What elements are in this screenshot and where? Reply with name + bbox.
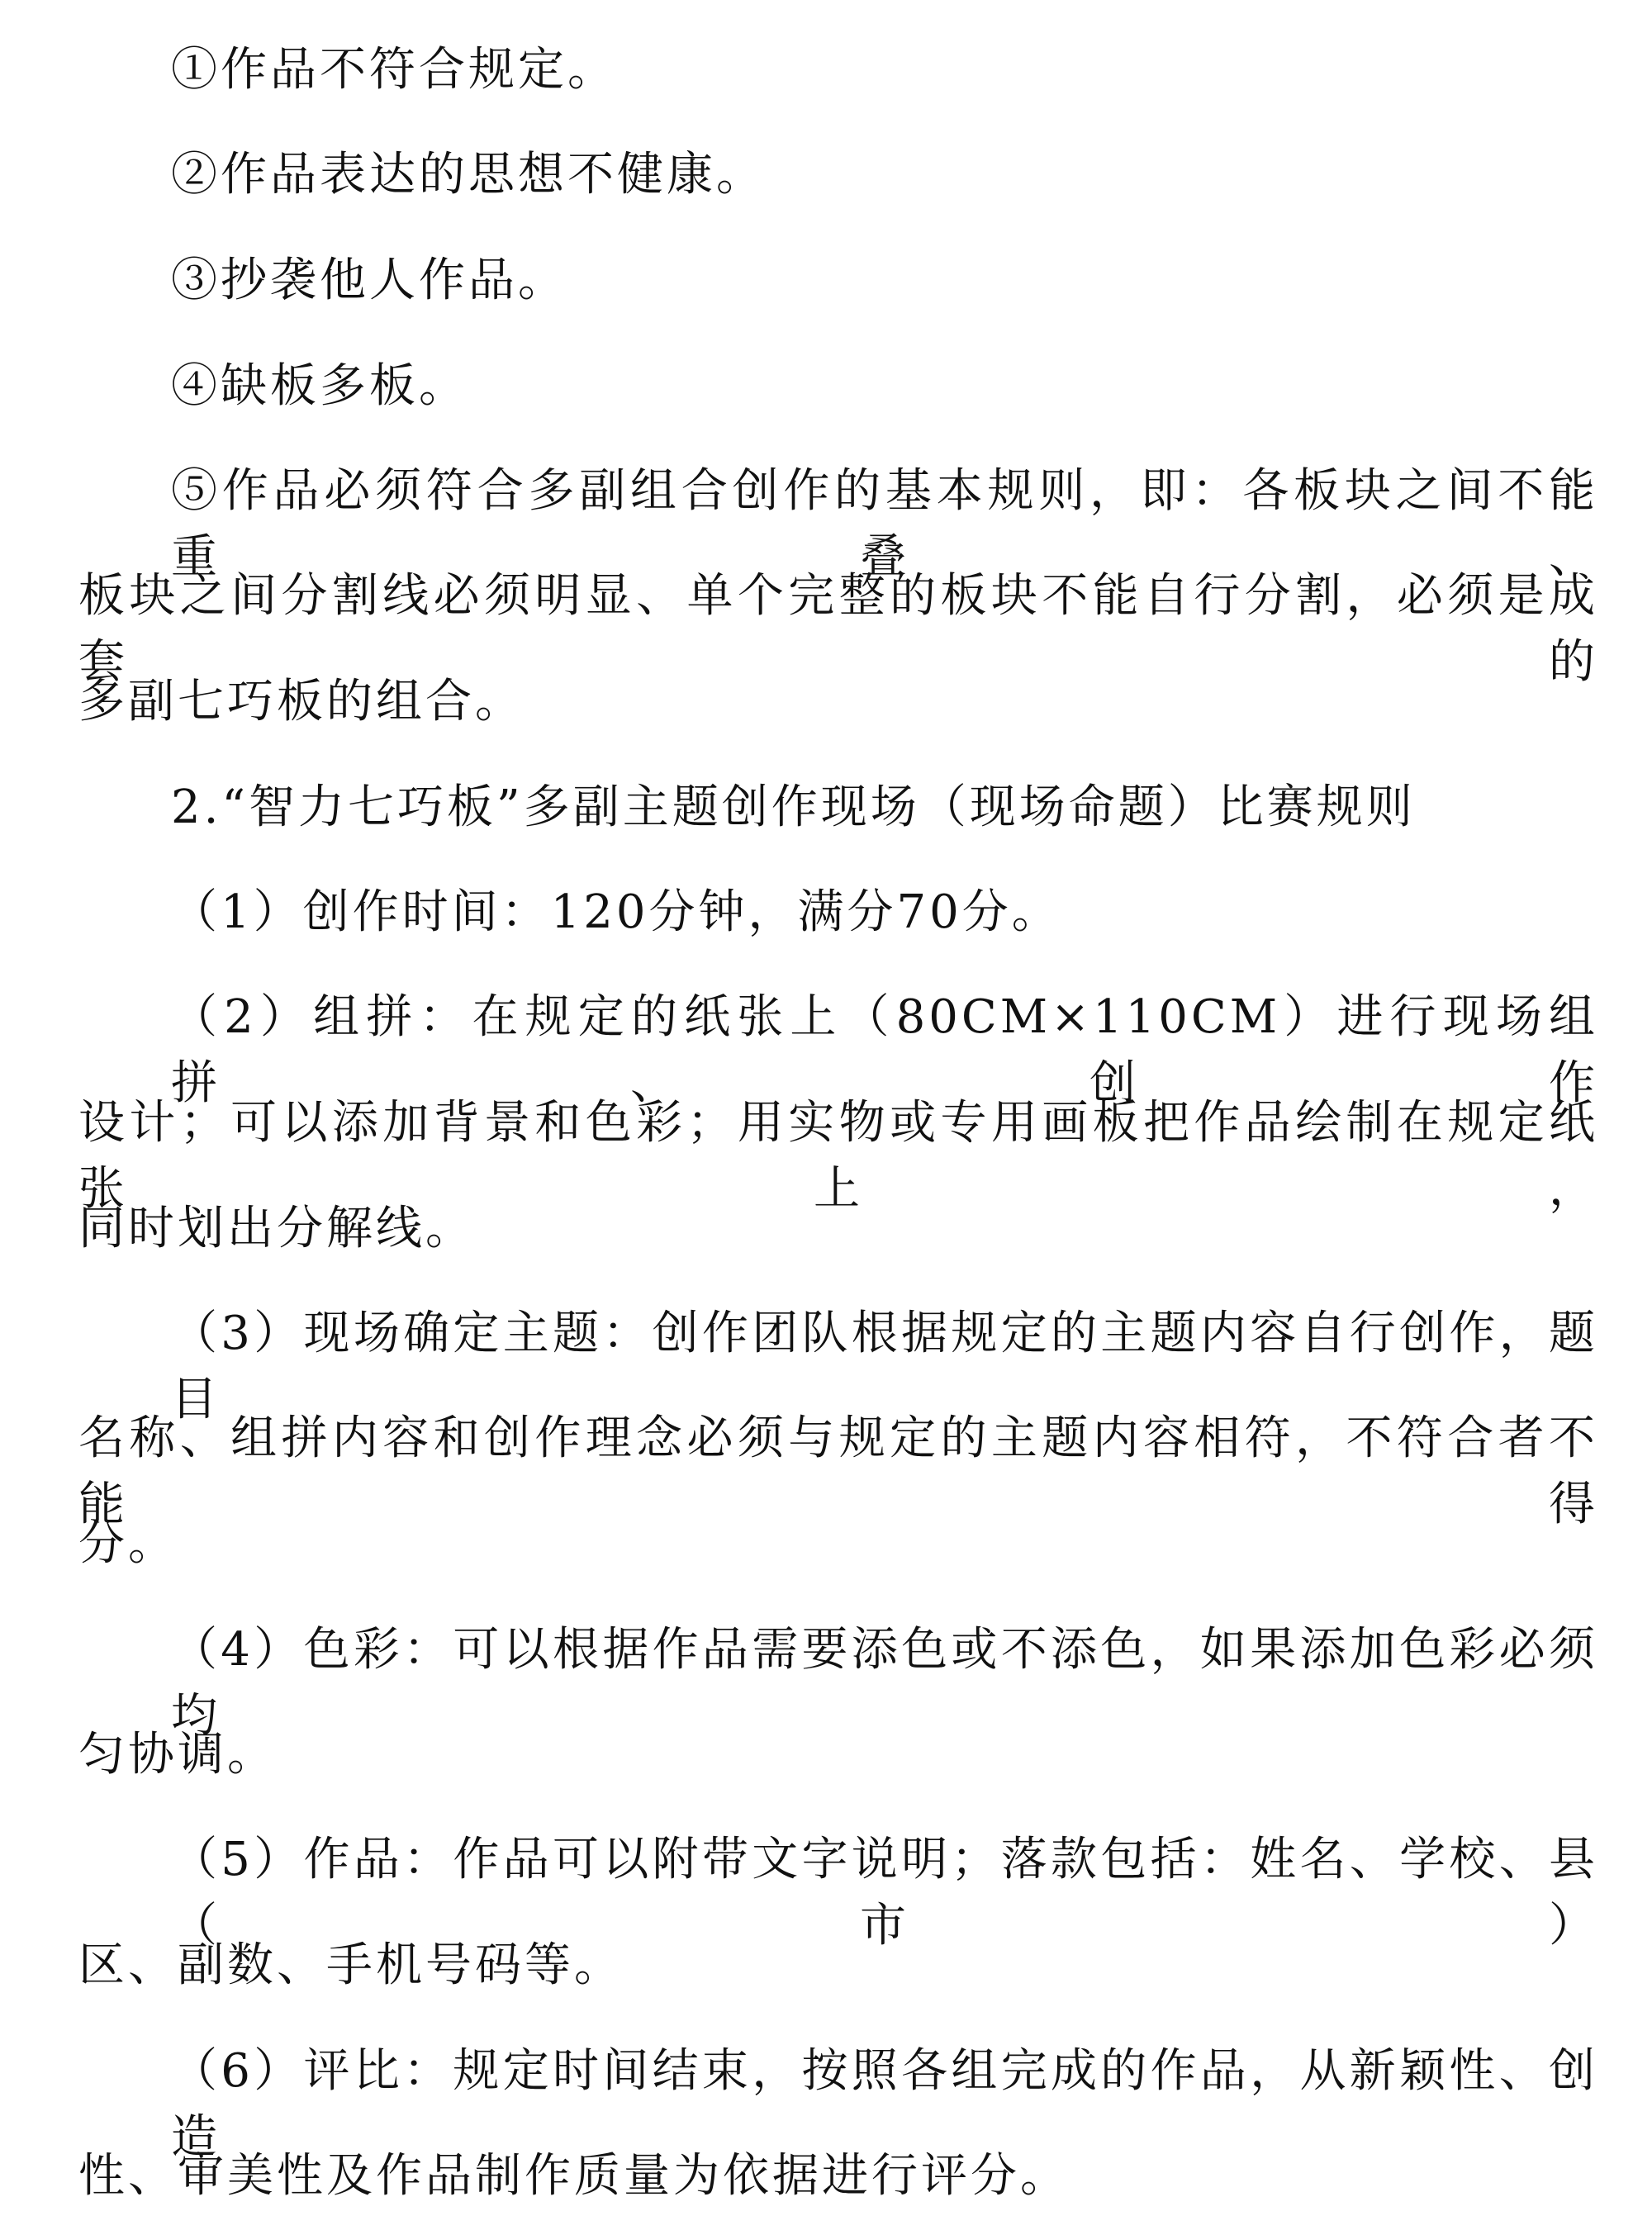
- rule-item-5-line-2: 板块之间分割线必须明显、单个完整的板块不能自行分割，必须是成套的: [78, 569, 1598, 689]
- clause-4-line-1: （4）色彩：可以根据作品需要添色或不添色，如果添加色彩必须均: [171, 1623, 1598, 1743]
- rule-item-2: ②作品表达的思想不健康。: [171, 148, 766, 202]
- clause-3-line-1: （3）现场确定主题：创作团队根据规定的主题内容自行创作，题目: [171, 1307, 1598, 1426]
- clause-3-line-2: 名称、组拼内容和创作理念必须与规定的主题内容相符，不符合者不能得: [78, 1412, 1598, 1531]
- clause-6-line-1: （6）评比：规定时间结束，按照各组完成的作品，从新颖性、创造: [171, 2044, 1598, 2164]
- rule-item-5-line-1: ⑤作品必须符合多副组合创作的基本规则，即：各板块之间不能重叠、: [171, 464, 1598, 584]
- rule-item-4: ④缺板多板。: [171, 359, 468, 413]
- clause-2-line-1: （2）组拼：在规定的纸张上（80CM×110CM）进行现场组拼、创作: [171, 990, 1598, 1110]
- section-heading: 2.“智力七巧板”多副主题创作现场（现场命题）比赛规则: [171, 780, 1416, 834]
- clause-6-line-2: 性、审美性及作品制作质量为依据进行评分。: [78, 2149, 1070, 2203]
- clause-5-line-2: 区、副数、手机号码等。: [78, 1938, 624, 1992]
- clause-3-line-3: 分。: [78, 1517, 178, 1571]
- rule-item-5-line-3: 多副七巧板的组合。: [78, 675, 525, 728]
- rule-item-1: ①作品不符合规定。: [171, 43, 617, 97]
- clause-2-line-2: 设计；可以添加背景和色彩；用实物或专用画板把作品绘制在规定纸张上，: [78, 1096, 1598, 1216]
- clause-4-line-2: 匀协调。: [78, 1728, 277, 1782]
- clause-5-line-1: （5）作品：作品可以附带文字说明；落款包括：姓名、学校、县（市）: [171, 1833, 1598, 1952]
- clause-1: （1）创作时间：120分钟，满分70分。: [171, 885, 1061, 939]
- rule-item-3: ③抄袭他人作品。: [171, 254, 567, 307]
- clause-2-line-3: 同时划出分解线。: [78, 1202, 475, 1255]
